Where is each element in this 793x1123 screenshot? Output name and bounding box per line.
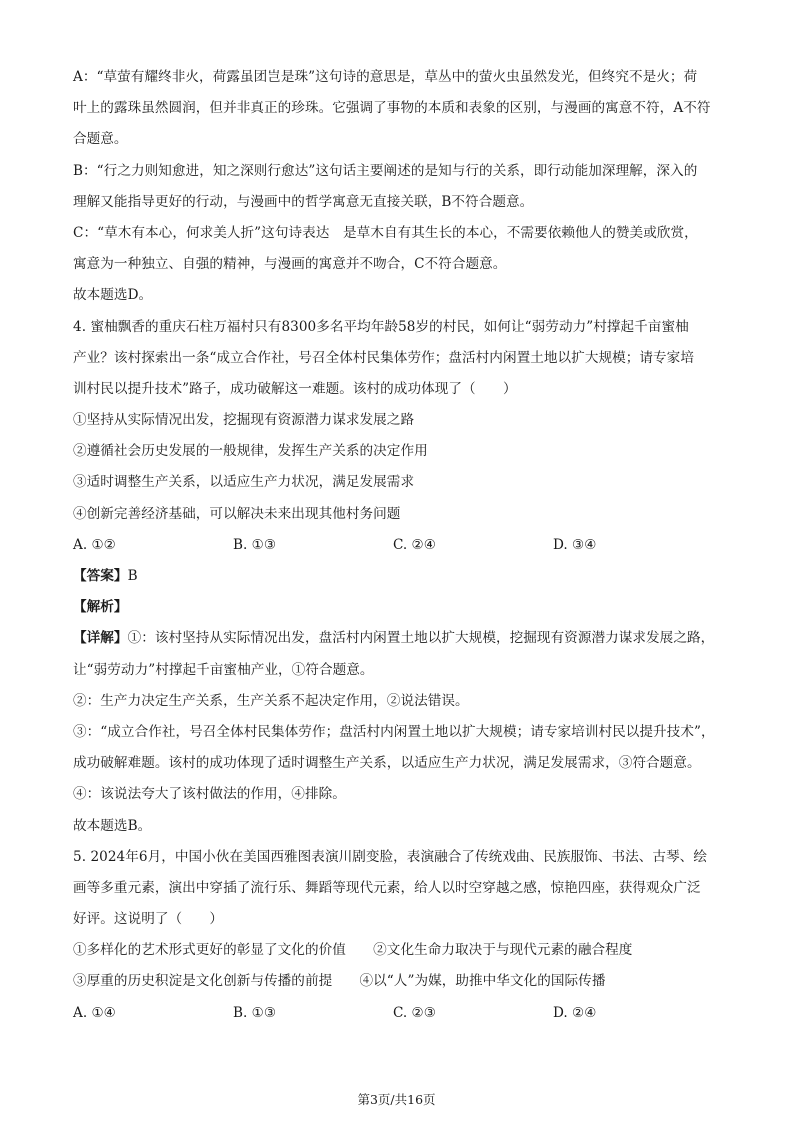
- detail-line: ③：“成立合作社，号召全体村民集体劳作；盘活村内闲置土地以扩大规模；请专家培训村民以提升技术”，: [73, 723, 715, 740]
- q4-stem-line: 4. 蜜柚飘香的重庆石柱万福村只有8300多名平均年龄58岁的村民，如何让“弱劳动力”村撑起千亩蜜柚: [73, 318, 689, 335]
- q5-option-d: D. ②④: [553, 1004, 597, 1021]
- q5-stem-line: 5. 2024年6月，中国小伙在美国西雅图表演川剧变脸，表演融合了传统戏曲、民族服饰、书法、古琴、绘: [73, 848, 707, 865]
- q5-option-a: A. ①④: [73, 1004, 116, 1021]
- detail-line: [73, 623, 723, 654]
- answer-value: B: [127, 568, 138, 584]
- text-line: B：“行之力则知愈进，知之深则行愈达”这句话主要阐述的是知与行的关系，即行动能加深理解，深入的: [73, 162, 698, 179]
- detail-tag: 【详解】: [73, 630, 128, 647]
- analysis-line: [73, 592, 723, 623]
- page-number-footer: 第3页/共16页: [357, 1092, 436, 1107]
- q4-stem-line: 产业？该村探索出一条“成立合作社，号召全体村民集体劳作；盘活村内闲置土地以扩大规模；请专家培: [73, 349, 694, 366]
- detail-line: ②：生产力决定生产关系，生产关系不起决定作用，②说法错误。: [73, 692, 469, 709]
- text-line: 理解又能指导更好的行动，与漫画中的哲学寓意无直接关联，B不符合题意。: [73, 193, 534, 210]
- q4-option-a: A. ①②: [73, 536, 116, 553]
- text-line: A：“草萤有耀终非火，荷露虽团岂是珠”这句诗的意思是，草丛中的萤火虫虽然发光，但终究不是火；荷: [73, 69, 698, 85]
- q4-options: [73, 530, 723, 561]
- text-line: 合题意。: [73, 131, 128, 148]
- q5-option-c: C. ②③: [393, 1004, 436, 1021]
- q3-analysis-block: [73, 62, 723, 312]
- analysis-tag: 【解析】: [73, 599, 128, 616]
- detail-text: ①：该村坚持从实际情况出发，盘活村内闲置土地以扩大规模，挖掘现有资源潜力谋求发展之路，: [127, 630, 715, 647]
- text-line: 寓意为一种独立、自强的精神，与漫画的寓意并不吻合，C不符合题意。: [73, 256, 507, 273]
- q5-options: [73, 998, 723, 1029]
- q5-option-b: B. ①③: [233, 1004, 277, 1021]
- q4-option-b: B. ①③: [233, 536, 277, 553]
- q5-statement: ③厚重的历史积淀是文化创新与传播的前提 ④以“人”为媒，助推中华文化的国际传播: [73, 973, 606, 990]
- question-5: [73, 842, 723, 1029]
- document-page: [73, 62, 723, 1029]
- q4-stem-line: 训村民以提升技术”路子，成功破解这一难题。该村的成功体现了（ ）: [73, 380, 517, 397]
- q5-stem-line: 好评。这说明了（ ）: [73, 911, 224, 928]
- q5-stem-line: 画等多重元素，演出中穿插了流行乐、舞蹈等现代元素，给人以时空穿越之感，惊艳四座，获得观众广泛: [73, 879, 701, 896]
- question-4: [73, 312, 723, 842]
- detail-line: 让“弱劳动力”村撑起千亩蜜柚产业，①符合题意。: [73, 661, 374, 678]
- q4-option-c: C. ②④: [393, 536, 436, 553]
- q5-statement: ①多样化的艺术形式更好的彰显了文化的价值 ②文化生命力取决于与现代元素的融合程度: [73, 942, 633, 959]
- answer-line: [73, 561, 723, 592]
- text-line: 叶上的露珠虽然圆润，但并非真正的珍珠。它强调了事物的本质和表象的区别，与漫画的寓意不符，A不符: [73, 100, 711, 117]
- q4-statement: ③适时调整生产关系，以适应生产力状况，满足发展需求: [73, 474, 415, 491]
- q4-statement: ④创新完善经济基础，可以解决未来出现其他村务问题: [73, 505, 401, 522]
- answer-tag: 【答案】: [73, 568, 128, 584]
- q4-statement: ②遵循社会历史发展的一般规律，发挥生产关系的决定作用: [73, 443, 428, 460]
- detail-line: 成功破解难题。该村的成功体现了适时调整生产关系，以适应生产力状况，满足发展需求，③符合题意。: [73, 755, 701, 772]
- conclusion-line: 故本题选D。: [73, 287, 153, 304]
- text-line: C：“草木有本心，何求美人折”这句诗表达 是草木自有其生长的本心，不需要依赖他人的赞美或欣赏，: [73, 224, 698, 241]
- q4-option-d: D. ③④: [553, 536, 597, 553]
- detail-line: ④：该说法夸大了该村做法的作用，④排除。: [73, 786, 346, 803]
- q4-statement: ①坚持从实际情况出发，挖掘现有资源潜力谋求发展之路: [73, 412, 415, 429]
- conclusion-line: 故本题选B。: [73, 817, 152, 834]
